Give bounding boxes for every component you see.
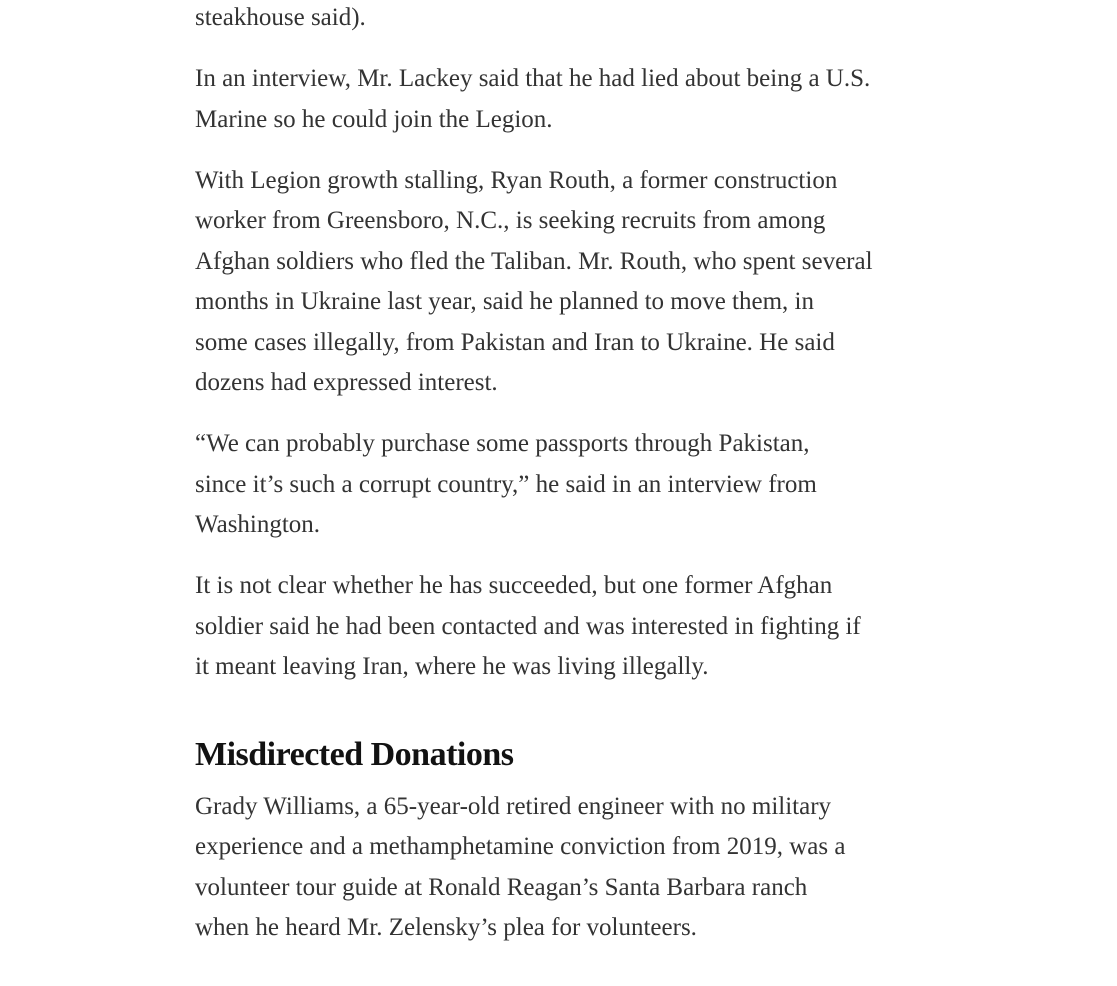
text-line: steakhouse said).: [195, 4, 366, 31]
text-line: “We can probably purchase some passports through Pakistan,: [195, 430, 810, 457]
text-line: dozens had expressed interest.: [195, 369, 498, 396]
text-line: experience and a methamphetamine conviction from 2019, was a: [195, 833, 846, 860]
text-line: It is not clear whether he has succeeded, but one former Afghan: [195, 572, 833, 599]
text-line: Marine so he could join the Legion.: [195, 105, 553, 133]
text-line: it meant leaving Iran, where he was living illegally.: [195, 653, 709, 680]
text-line: In an interview, Mr. Lackey said that he had lied about being a U.S.: [195, 65, 871, 92]
paragraph: [195, 566, 1025, 688]
section-heading: Misdirected Donations: [195, 735, 514, 773]
text-line: Grady Williams, a 65-year-old retired engineer with no military: [195, 792, 832, 820]
text-line: since it’s such a corrupt country,” he said in an interview from: [195, 470, 817, 498]
text-line: Washington.: [195, 511, 321, 538]
paragraph: [195, 787, 1025, 949]
text-line: months in Ukraine last year, said he planned to move them, in: [195, 288, 814, 315]
text-line: soldier said he had been contacted and was interested in fighting if: [195, 612, 861, 640]
text-line: With Legion growth stalling, Ryan Routh, a former construction: [195, 166, 838, 194]
paragraph: [195, 161, 1025, 404]
text-line: Afghan soldiers who fled the Taliban. Mr. Routh, who spent several: [195, 247, 873, 275]
text-line: volunteer tour guide at Ronald Reagan’s Santa Barbara ranch: [195, 873, 808, 901]
text-line: when he heard Mr. Zelensky’s plea for volunteers.: [195, 914, 697, 941]
article-body: [195, 0, 1025, 969]
text-line: worker from Greensboro, N.C., is seeking recruits from among: [195, 207, 826, 234]
text-line: some cases illegally, from Pakistan and Iran to Ukraine. He said: [195, 328, 835, 356]
paragraph: [195, 424, 1025, 546]
paragraph: [195, 59, 1025, 140]
paragraph: [195, 0, 1025, 39]
